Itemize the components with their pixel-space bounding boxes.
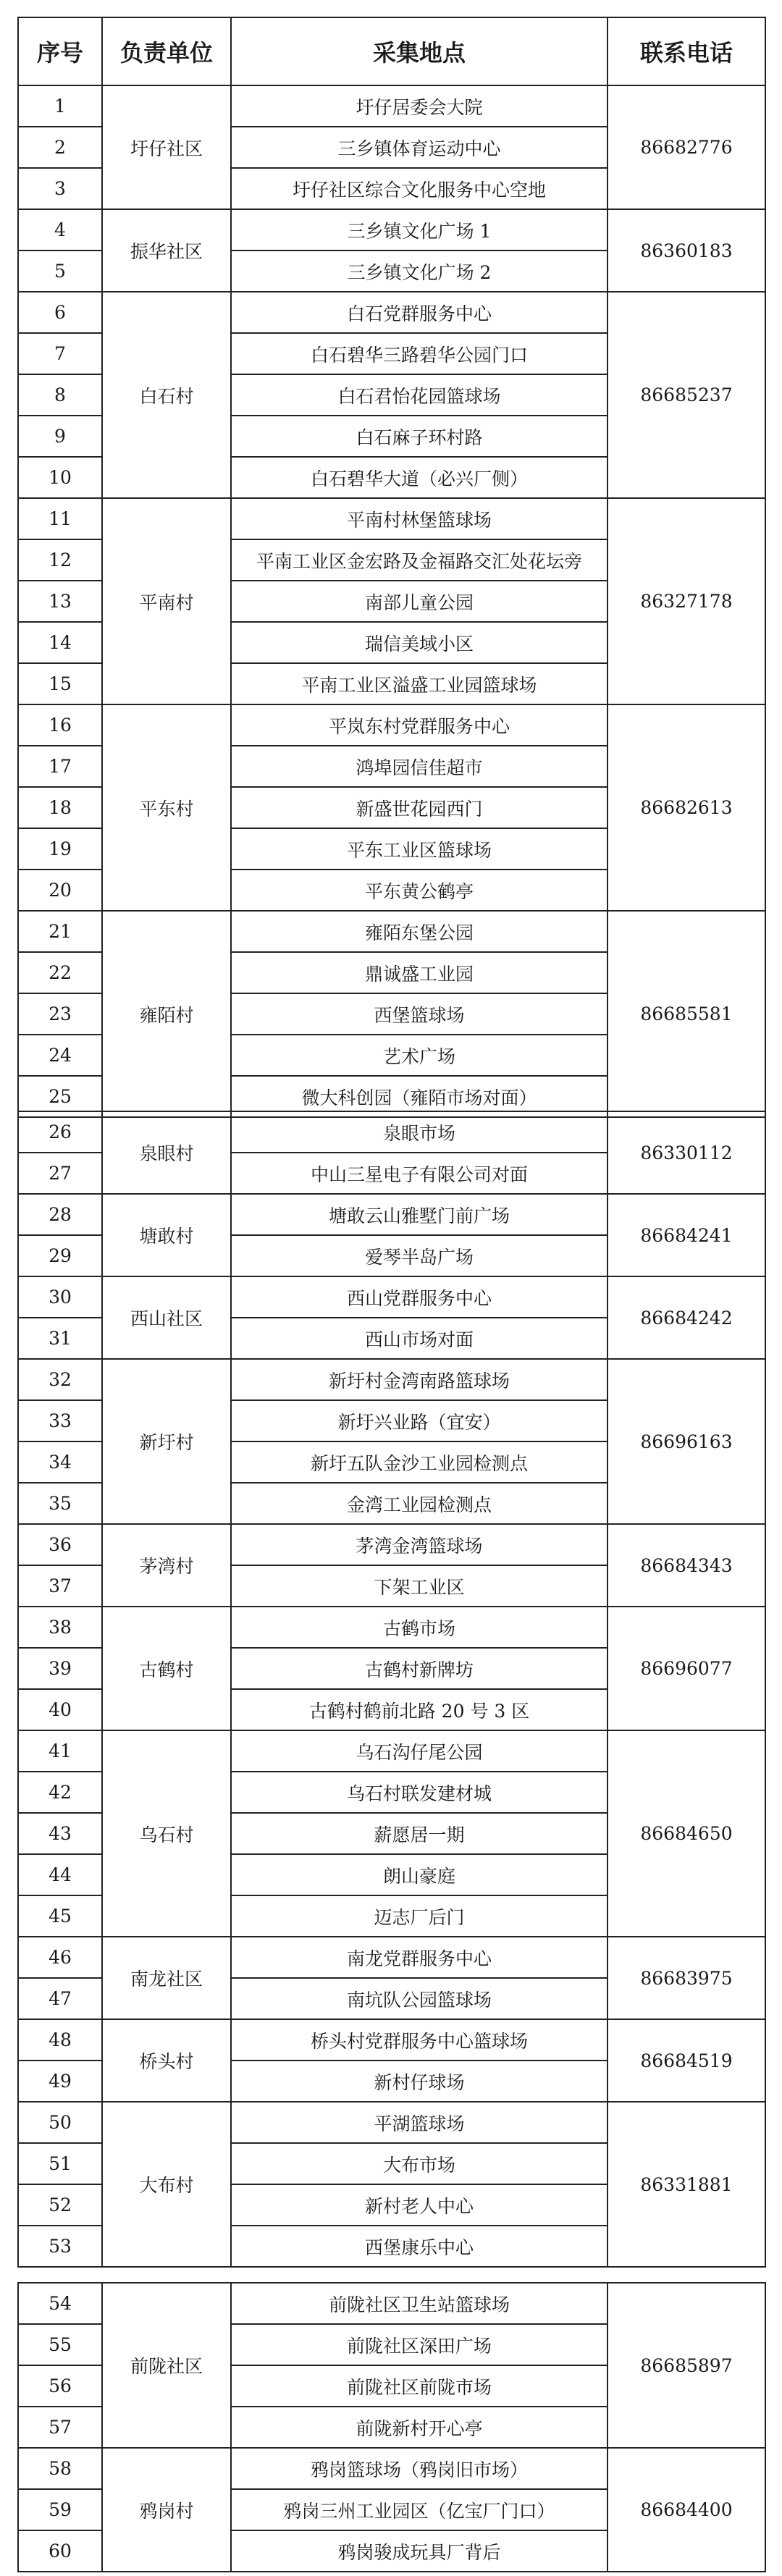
cell-phone: 86327178 xyxy=(607,498,765,704)
cell-location: 乌石村联发建材城 xyxy=(231,1772,607,1813)
cell-location: 金湾工业园检测点 xyxy=(231,1483,607,1524)
cell-seq: 28 xyxy=(18,1194,102,1235)
cell-seq: 18 xyxy=(18,787,102,828)
cell-location: 大布市场 xyxy=(231,2143,607,2184)
cell-unit: 塘敢村 xyxy=(102,1194,231,1276)
cell-seq: 5 xyxy=(18,251,102,292)
cell-seq: 45 xyxy=(18,1895,102,1937)
cell-seq: 25 xyxy=(18,1076,102,1117)
table-header-row xyxy=(18,17,765,85)
cell-seq: 49 xyxy=(18,2061,102,2102)
cell-location: 乌石沟仔尾公园 xyxy=(231,1730,607,1772)
cell-location: 古鹤村鹤前北路 20 号 3 区 xyxy=(231,1689,607,1730)
cell-unit: 桥头村 xyxy=(102,2019,231,2102)
cell-seq: 47 xyxy=(18,1978,102,2019)
cell-location: 艺术广场 xyxy=(231,1035,607,1076)
cell-location: 泉眼市场 xyxy=(231,1111,607,1153)
cell-seq: 37 xyxy=(18,1565,102,1607)
cell-seq: 2 xyxy=(18,127,102,168)
cell-location: 前陇社区前陇市场 xyxy=(231,2365,607,2407)
cell-phone: 86682613 xyxy=(607,704,765,911)
cell-location: 雍陌东堡公园 xyxy=(231,911,607,952)
cell-location: 白石君怡花园篮球场 xyxy=(231,374,607,416)
cell-location: 爱琴半岛广场 xyxy=(231,1235,607,1276)
cell-location: 白石碧华大道（必兴厂侧） xyxy=(231,457,607,498)
cell-unit: 圩仔社区 xyxy=(102,85,231,209)
cell-unit: 西山社区 xyxy=(102,1276,231,1359)
cell-location: 三乡镇文化广场 2 xyxy=(231,251,607,292)
cell-seq: 32 xyxy=(18,1359,102,1400)
table-row xyxy=(18,911,765,952)
cell-seq: 12 xyxy=(18,539,102,581)
cell-location: 新盛世花园西门 xyxy=(231,787,607,828)
cell-location: 圩仔居委会大院 xyxy=(231,85,607,127)
cell-location: 白石碧华三路碧华公园门口 xyxy=(231,333,607,374)
cell-unit: 茅湾村 xyxy=(102,1524,231,1607)
cell-seq: 11 xyxy=(18,498,102,539)
cell-location: 新村仔球场 xyxy=(231,2061,607,2102)
cell-phone: 86684343 xyxy=(607,1524,765,1607)
cell-seq: 59 xyxy=(18,2489,102,2530)
cell-seq: 30 xyxy=(18,1276,102,1318)
cell-location: 鼎诚盛工业园 xyxy=(231,952,607,993)
cell-seq: 43 xyxy=(18,1813,102,1854)
cell-location: 前陇社区卫生站篮球场 xyxy=(231,2283,607,2324)
cell-seq: 4 xyxy=(18,209,102,251)
cell-location: 西堡篮球场 xyxy=(231,993,607,1035)
table-row xyxy=(18,2019,765,2061)
cell-location: 瑞信美域小区 xyxy=(231,622,607,663)
cell-seq: 51 xyxy=(18,2143,102,2184)
cell-seq: 54 xyxy=(18,2283,102,2324)
cell-location: 平南村林堡篮球场 xyxy=(231,498,607,539)
cell-unit: 振华社区 xyxy=(102,209,231,292)
cell-seq: 46 xyxy=(18,1937,102,1978)
cell-phone: 86682776 xyxy=(607,85,765,209)
table-row xyxy=(18,704,765,746)
cell-phone: 86360183 xyxy=(607,209,765,292)
header-seq: 序号 xyxy=(18,17,102,85)
table-row xyxy=(18,1937,765,1978)
cell-unit: 平东村 xyxy=(102,704,231,911)
cell-location: 鸦岗篮球场（鸦岗旧市场） xyxy=(231,2448,607,2489)
table-row xyxy=(18,2283,765,2324)
table-row xyxy=(18,85,765,127)
cell-phone: 86685897 xyxy=(607,2283,765,2448)
table-row xyxy=(18,209,765,251)
cell-unit: 雍陌村 xyxy=(102,911,231,1117)
cell-seq: 42 xyxy=(18,1772,102,1813)
cell-seq: 17 xyxy=(18,746,102,787)
table-row xyxy=(18,2102,765,2143)
cell-location: 迈志厂后门 xyxy=(231,1895,607,1937)
cell-location: 西山市场对面 xyxy=(231,1318,607,1359)
cell-location: 鸦岗骏成玩具厂背后 xyxy=(231,2530,607,2572)
cell-seq: 57 xyxy=(18,2407,102,2448)
cell-location: 平岚东村党群服务中心 xyxy=(231,704,607,746)
table-row xyxy=(18,1730,765,1772)
cell-seq: 26 xyxy=(18,1111,102,1153)
cell-unit: 平南村 xyxy=(102,498,231,704)
cell-location: 微大科创园（雍陌市场对面） xyxy=(231,1076,607,1117)
cell-seq: 13 xyxy=(18,581,102,622)
cell-seq: 23 xyxy=(18,993,102,1035)
cell-seq: 34 xyxy=(18,1441,102,1483)
cell-phone: 86331881 xyxy=(607,2102,765,2267)
cell-phone: 86685581 xyxy=(607,911,765,1117)
cell-seq: 15 xyxy=(18,663,102,704)
cell-location: 前陇新村开心亭 xyxy=(231,2407,607,2448)
cell-location: 三乡镇文化广场 1 xyxy=(231,209,607,251)
cell-phone: 86684650 xyxy=(607,1730,765,1937)
cell-seq: 35 xyxy=(18,1483,102,1524)
cell-location: 白石麻子环村路 xyxy=(231,416,607,457)
cell-location: 新圩兴业路（宜安） xyxy=(231,1400,607,1441)
cell-phone: 86683975 xyxy=(607,1937,765,2019)
cell-location: 鸦岗三州工业园区（亿宝厂门口） xyxy=(231,2489,607,2530)
cell-seq: 52 xyxy=(18,2184,102,2226)
cell-location: 塘敢云山雅墅门前广场 xyxy=(231,1194,607,1235)
cell-seq: 55 xyxy=(18,2324,102,2365)
cell-location: 平湖篮球场 xyxy=(231,2102,607,2143)
cell-seq: 50 xyxy=(18,2102,102,2143)
cell-location: 平南工业区溢盛工业园篮球场 xyxy=(231,663,607,704)
cell-location: 新村老人中心 xyxy=(231,2184,607,2226)
cell-location: 南坑队公园篮球场 xyxy=(231,1978,607,2019)
cell-unit: 大布村 xyxy=(102,2102,231,2267)
cell-seq: 8 xyxy=(18,374,102,416)
sampling-table-part-1 xyxy=(17,17,766,1118)
cell-seq: 44 xyxy=(18,1854,102,1895)
cell-location: 前陇社区深田广场 xyxy=(231,2324,607,2365)
cell-seq: 24 xyxy=(18,1035,102,1076)
cell-seq: 56 xyxy=(18,2365,102,2407)
cell-phone: 86684400 xyxy=(607,2448,765,2572)
table-row xyxy=(18,1359,765,1400)
cell-location: 古鹤村新牌坊 xyxy=(231,1648,607,1689)
cell-seq: 7 xyxy=(18,333,102,374)
cell-location: 圩仔社区综合文化服务中心空地 xyxy=(231,168,607,209)
cell-seq: 27 xyxy=(18,1153,102,1194)
sampling-table-part-3 xyxy=(17,2282,766,2572)
cell-phone: 86696077 xyxy=(607,1607,765,1730)
cell-unit: 乌石村 xyxy=(102,1730,231,1937)
cell-unit: 南龙社区 xyxy=(102,1937,231,2019)
cell-location: 三乡镇体育运动中心 xyxy=(231,127,607,168)
cell-location: 平南工业区金宏路及金福路交汇处花坛旁 xyxy=(231,539,607,581)
cell-seq: 41 xyxy=(18,1730,102,1772)
cell-location: 鸿埠园信佳超市 xyxy=(231,746,607,787)
cell-location: 朗山豪庭 xyxy=(231,1854,607,1895)
cell-unit: 前陇社区 xyxy=(102,2283,231,2448)
cell-location: 桥头村党群服务中心篮球场 xyxy=(231,2019,607,2061)
table-row xyxy=(18,1607,765,1648)
cell-location: 白石党群服务中心 xyxy=(231,292,607,333)
header-phone: 联系电话 xyxy=(607,17,765,85)
cell-phone: 86330112 xyxy=(607,1111,765,1194)
cell-seq: 14 xyxy=(18,622,102,663)
cell-location: 中山三星电子有限公司对面 xyxy=(231,1153,607,1194)
cell-phone: 86684242 xyxy=(607,1276,765,1359)
cell-seq: 6 xyxy=(18,292,102,333)
cell-seq: 29 xyxy=(18,1235,102,1276)
header-location: 采集地点 xyxy=(231,17,607,85)
cell-location: 下架工业区 xyxy=(231,1565,607,1607)
cell-seq: 10 xyxy=(18,457,102,498)
cell-seq: 19 xyxy=(18,828,102,870)
cell-unit: 鸦岗村 xyxy=(102,2448,231,2572)
cell-seq: 9 xyxy=(18,416,102,457)
cell-seq: 58 xyxy=(18,2448,102,2489)
cell-unit: 白石村 xyxy=(102,292,231,498)
cell-seq: 20 xyxy=(18,870,102,911)
table-row xyxy=(18,1194,765,1235)
cell-location: 西山党群服务中心 xyxy=(231,1276,607,1318)
header-unit: 负责单位 xyxy=(102,17,231,85)
cell-location: 平东黄公鹤亭 xyxy=(231,870,607,911)
cell-location: 平东工业区篮球场 xyxy=(231,828,607,870)
cell-unit: 古鹤村 xyxy=(102,1607,231,1730)
cell-seq: 22 xyxy=(18,952,102,993)
cell-location: 新圩五队金沙工业园检测点 xyxy=(231,1441,607,1483)
cell-seq: 40 xyxy=(18,1689,102,1730)
table-row xyxy=(18,2448,765,2489)
sampling-table-part-2 xyxy=(17,1111,766,2268)
cell-seq: 53 xyxy=(18,2226,102,2267)
cell-seq: 36 xyxy=(18,1524,102,1565)
cell-location: 南龙党群服务中心 xyxy=(231,1937,607,1978)
cell-seq: 60 xyxy=(18,2530,102,2572)
cell-seq: 31 xyxy=(18,1318,102,1359)
cell-seq: 3 xyxy=(18,168,102,209)
cell-location: 茅湾金湾篮球场 xyxy=(231,1524,607,1565)
table-row xyxy=(18,1524,765,1565)
cell-seq: 39 xyxy=(18,1648,102,1689)
cell-unit: 新圩村 xyxy=(102,1359,231,1524)
cell-phone: 86684241 xyxy=(607,1194,765,1276)
table-row xyxy=(18,1111,765,1153)
cell-location: 新圩村金湾南路篮球场 xyxy=(231,1359,607,1400)
cell-seq: 16 xyxy=(18,704,102,746)
cell-seq: 33 xyxy=(18,1400,102,1441)
cell-location: 南部儿童公园 xyxy=(231,581,607,622)
cell-location: 西堡康乐中心 xyxy=(231,2226,607,2267)
table-row xyxy=(18,1276,765,1318)
cell-phone: 86696163 xyxy=(607,1359,765,1524)
table-row xyxy=(18,292,765,333)
cell-seq: 38 xyxy=(18,1607,102,1648)
cell-seq: 21 xyxy=(18,911,102,952)
cell-location: 薪愿居一期 xyxy=(231,1813,607,1854)
cell-seq: 1 xyxy=(18,85,102,127)
cell-location: 古鹤市场 xyxy=(231,1607,607,1648)
cell-seq: 48 xyxy=(18,2019,102,2061)
cell-phone: 86684519 xyxy=(607,2019,765,2102)
table-row xyxy=(18,498,765,539)
cell-phone: 86685237 xyxy=(607,292,765,498)
cell-unit: 泉眼村 xyxy=(102,1111,231,1194)
